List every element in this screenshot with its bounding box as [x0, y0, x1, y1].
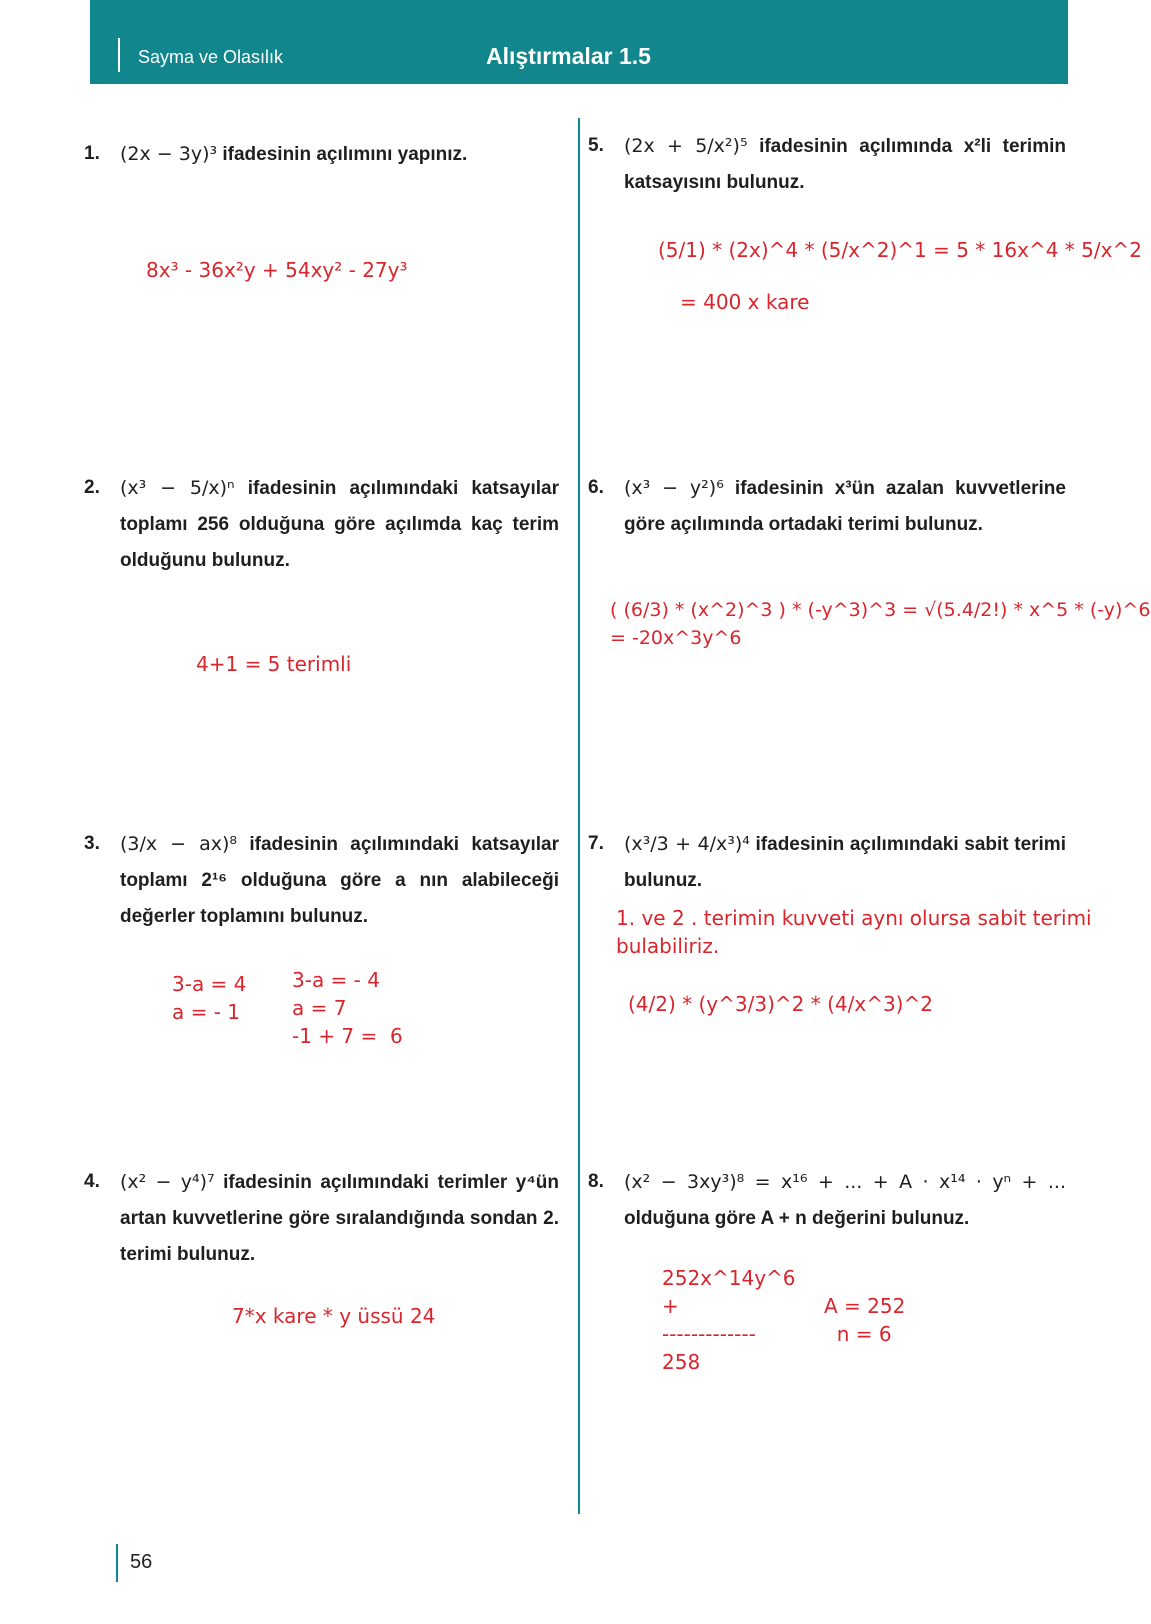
page-header: [90, 0, 1068, 84]
answer-3-left: 3-a = 4 a = - 1: [172, 972, 247, 1024]
question-1: 1. (2x − 3y)³ ifadesinin açılımını yapınız.: [84, 143, 468, 165]
question-7-expression: (x³/3 + 4/x³)⁴: [624, 833, 750, 855]
page-number: 56: [130, 1551, 153, 1573]
answer-8-right: A = 252 n = 6: [824, 1294, 906, 1346]
question-2-expression: (x³ − 5/x)ⁿ: [120, 477, 235, 499]
question-4: 4. (x² − y⁴)⁷ ifadesinin açılımındaki terimler y⁴ün artan kuvvetlerine göre sıralandığında sondan 2. terimi bulunuz.: [84, 1171, 559, 1265]
answer-5-line-1: (5/1) * (2x)^4 * (5/x^2)^1 = 5 * 16x^4 * 5/x^2: [658, 238, 1142, 262]
question-3-expression: (3/x − ax)⁸: [120, 833, 238, 855]
chapter-subtitle: Sayma ve Olasılık: [138, 47, 284, 67]
question-2: 2. (x³ − 5/x)ⁿ ifadesinin açılımındaki katsayılar toplamı 256 olduğuna göre açılımda kaç terim olduğunu bulunuz.: [84, 477, 559, 571]
answer-4: 7*x kare * y üssü 24: [232, 1304, 436, 1328]
question-3: 3. (3/x − ax)⁸ ifadesinin açılımındaki katsayılar toplamı 2¹⁶ olduğuna göre a nın alabileceği değerler toplamını bulunuz.: [84, 833, 560, 927]
question-8: 8. (x² − 3xy³)⁸ = x¹⁶ + ... + A · x¹⁴ · yⁿ + ... olduğuna göre A + n değerini bulunuz.: [588, 1171, 1066, 1229]
answer-1: 8x³ - 36x²y + 54xy² - 27y³: [146, 258, 408, 282]
answer-5-line-2: = 400 x kare: [680, 290, 810, 314]
question-7: 7. (x³/3 + 4/x³)⁴ ifadesinin açılımındaki sabit terimi bulunuz.: [588, 833, 1066, 891]
footer-bar: [116, 1544, 118, 1582]
answer-7-line-2: (4/2) * (y^3/3)^2 * (4/x^3)^2: [628, 992, 933, 1016]
question-4-expression: (x² − y⁴)⁷: [120, 1171, 215, 1193]
question-5-expression: (2x + 5/x²)⁵: [624, 135, 748, 157]
column-divider: [578, 118, 580, 1514]
answer-8-left: 252x^14y^6 + ------------- 258: [662, 1266, 796, 1374]
answer-7-line-1: 1. ve 2 . terimin kuvveti aynı olursa sabit terimi bulabiliriz.: [616, 906, 1092, 958]
header-divider: [118, 38, 120, 72]
question-6: 6. (x³ − y²)⁶ ifadesinin x³ün azalan kuvvetlerine göre açılımında ortadaki terimi bulunuz.: [588, 477, 1066, 535]
answer-6: ( (6/3) * (x^2)^3 ) * (-y^3)^3 = √(5.4/2!) * x^5 * (-y)^6 = -20x^3y^6: [610, 599, 1151, 649]
question-1-expression: (2x − 3y)³: [120, 143, 218, 165]
question-5: 5. (2x + 5/x²)⁵ ifadesinin açılımında x²li terimin katsayısını bulunuz.: [588, 135, 1066, 193]
page-title: Alıştırmalar 1.5: [486, 43, 651, 69]
answer-2: 4+1 = 5 terimli: [196, 652, 352, 676]
question-6-expression: (x³ − y²)⁶: [624, 477, 724, 499]
question-8-expression: (x² − 3xy³)⁸ = x¹⁶ + ... + A · x¹⁴ · yⁿ + ...: [624, 1171, 1066, 1193]
answer-3-right: 3-a = - 4 a = 7 -1 + 7 = 6: [292, 968, 403, 1048]
